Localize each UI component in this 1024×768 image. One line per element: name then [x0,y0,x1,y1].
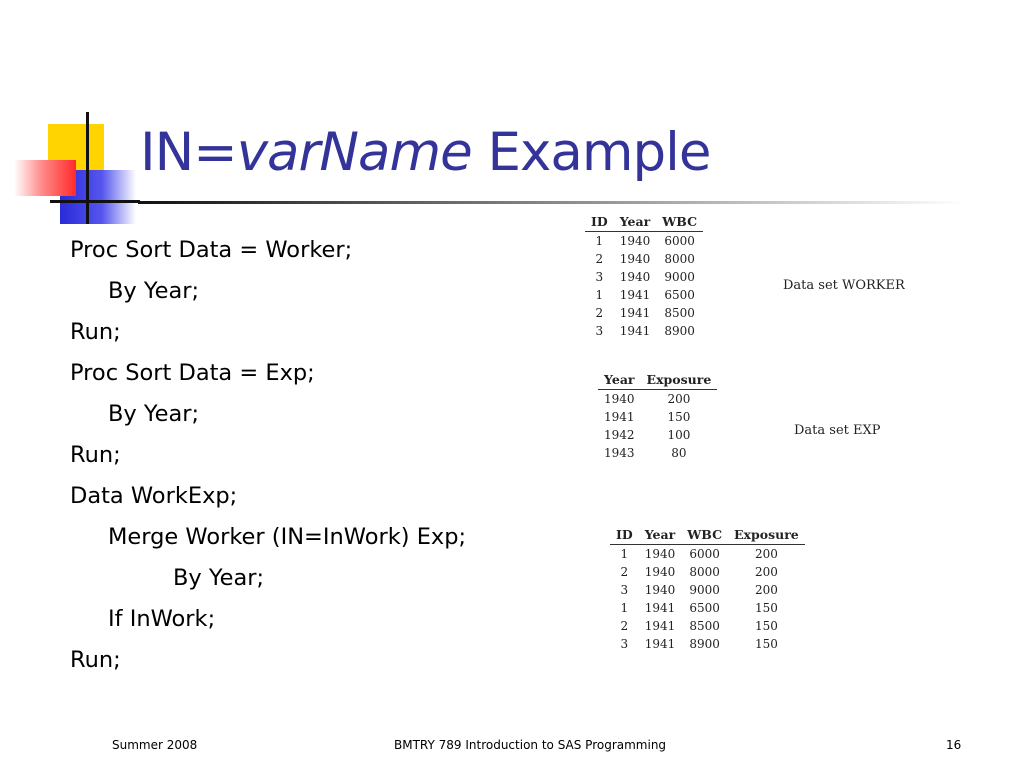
table-cell: 150 [754,637,778,651]
table-cell: 1940 [619,234,651,248]
code-line: Proc Sort Data = Exp; [70,360,315,386]
table-cell: 1940 [619,270,651,284]
column-header: Year [639,527,682,545]
table-cell: 1 [595,288,604,302]
table-cell: 2 [595,306,604,320]
code-line: Run; [70,319,121,345]
table-cell: 1941 [619,306,651,320]
table-row [610,563,805,581]
table-cell: 1 [595,234,604,248]
table-row [585,304,703,322]
table-cell: 1941 [644,619,676,633]
code-line: Run; [70,442,121,468]
table-cell: 1940 [604,392,635,406]
table-cell: 8500 [664,306,695,320]
table-cell: 8900 [664,324,695,338]
table-cell: 1 [620,547,629,561]
table-header-row [585,214,703,232]
table-cell: 3 [620,637,629,651]
slide-title [140,122,710,183]
table-cell: 3 [620,583,629,597]
table-cell: 1940 [644,565,676,579]
logo-vertical-line [86,112,89,224]
code-line: If InWork; [108,606,216,632]
table-row [598,426,717,444]
exp-table [598,372,717,462]
table-cell: 150 [754,601,778,615]
footer-course-title: BMTRY 789 Introduction to SAS Programming [394,738,667,752]
table-cell: 6500 [689,601,720,615]
table-cell: 1941 [604,410,635,424]
code-line: Run; [70,647,121,673]
table-cell: 1941 [644,637,676,651]
table-cell: 3 [595,270,604,284]
table-cell: 8900 [689,637,720,651]
column-header: Exposure [728,527,805,545]
table-cell: 1941 [619,288,651,302]
table-cell: 1940 [644,583,676,597]
table-cell: 150 [667,410,691,424]
table-cell: 8500 [689,619,720,633]
table-row [610,581,805,599]
column-header: ID [610,527,639,545]
column-header: Year [598,372,641,390]
code-line: By Year; [108,401,200,427]
table-row [598,444,717,462]
code-line: Proc Sort Data = Worker; [70,237,353,263]
table-row [610,635,805,653]
table-cell: 2 [620,565,629,579]
table-cell: 2 [620,619,629,633]
worker-dataset-label: Data set WORKER [783,278,905,293]
table-cell: 200 [667,392,691,406]
table-cell: 1941 [644,601,676,615]
table-cell: 100 [667,428,691,442]
table-header-row [598,372,717,390]
table-cell: 6500 [664,288,695,302]
column-header: ID [585,214,614,232]
footer-date: Summer 2008 [112,738,198,752]
table-cell: 1941 [619,324,651,338]
column-header: Year [614,214,657,232]
table-cell: 8000 [664,252,695,266]
column-header: Exposure [641,372,718,390]
table-row [610,545,805,564]
table-cell: 80 [671,446,687,460]
logo-horizontal-line [50,200,140,203]
table-cell: 3 [595,324,604,338]
table-header-row [610,527,805,545]
table-cell: 1943 [604,446,635,460]
table-cell: 9000 [689,583,720,597]
table-row [598,390,717,409]
exp-dataset-label: Data set EXP [794,423,881,438]
code-line: Data WorkExp; [70,483,238,509]
table-row [598,408,717,426]
table-cell: 1940 [644,547,676,561]
code-line: By Year; [173,565,265,591]
table-cell: 9000 [664,270,695,284]
code-line: By Year; [108,278,200,304]
table-cell: 2 [595,252,604,266]
table-cell: 6000 [664,234,695,248]
table-row [610,599,805,617]
table-row [585,286,703,304]
footer-page-number: 16 [946,738,962,752]
table-cell: 1942 [604,428,635,442]
table-cell: 6000 [689,547,720,561]
logo-red-square [14,160,76,196]
table-row [585,322,703,340]
column-header: WBC [656,214,703,232]
column-header: WBC [681,527,728,545]
table-cell: 1 [620,601,629,615]
title-prefix: IN= [140,122,237,183]
sas-code-block [70,232,466,683]
title-italic: varName [236,122,472,183]
table-cell: 200 [754,583,778,597]
merged-table [610,527,805,653]
title-underline-rule [138,201,968,204]
table-cell: 150 [754,619,778,633]
table-cell: 200 [754,565,778,579]
table-cell: 1940 [619,252,651,266]
table-row [585,232,703,251]
title-suffix: Example [471,122,711,183]
table-row [610,617,805,635]
table-cell: 8000 [689,565,720,579]
worker-table [585,214,703,340]
code-line: Merge Worker (IN=InWork) Exp; [108,524,467,550]
table-cell: 200 [754,547,778,561]
table-row [585,268,703,286]
table-row [585,250,703,268]
